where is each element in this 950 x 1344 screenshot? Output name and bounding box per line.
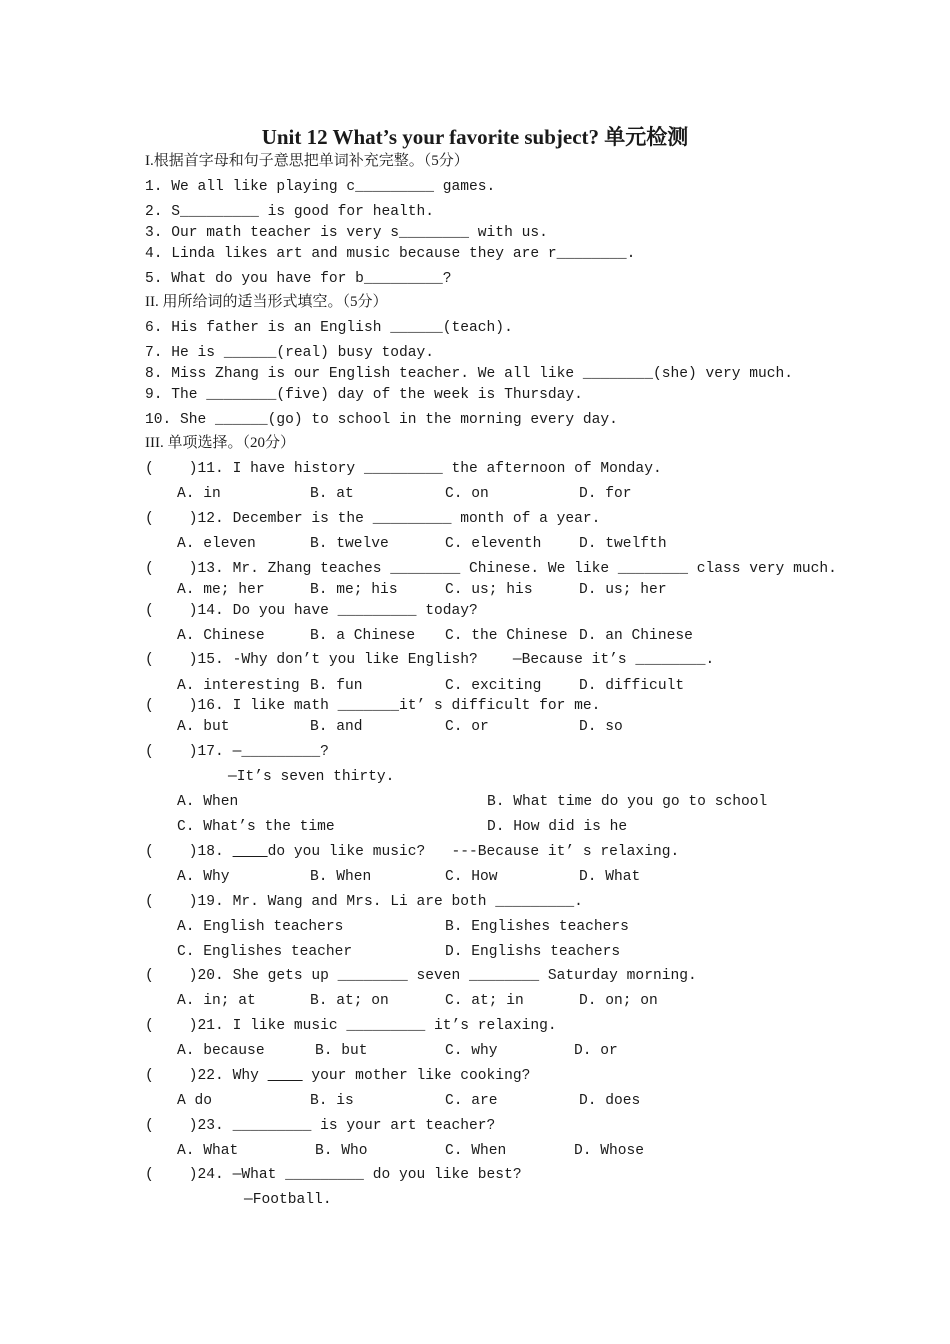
section-3-heading: III. 单项选择。（20分） bbox=[145, 435, 295, 451]
question-13-option-c: C. us; his bbox=[445, 582, 533, 598]
question-17-option-d: D. How did is he bbox=[487, 819, 628, 835]
section-2-item: 8. Miss Zhang is our English teacher. We all like ________(she) very much. bbox=[145, 366, 794, 382]
section-2-heading: II. 用所给词的适当形式填空。（5分） bbox=[145, 294, 388, 310]
question-18-stem bbox=[145, 843, 679, 861]
question-22-option-d: D. does bbox=[579, 1093, 641, 1109]
question-24-reply: —Football. bbox=[244, 1192, 332, 1208]
section-1-item: 1. We all like playing c_________ games. bbox=[145, 179, 496, 195]
question-23-option-a: A. What bbox=[177, 1143, 239, 1159]
question-16-option-b: B. and bbox=[310, 719, 363, 735]
question-24-stem: ( )24. —What _________ do you like best? bbox=[145, 1167, 522, 1183]
question-18-option-c: C. How bbox=[445, 869, 498, 885]
question-15-option-b: B. fun bbox=[310, 678, 363, 694]
question-21-option-c: C. why bbox=[445, 1043, 498, 1059]
question-15-option-c: C. exciting bbox=[445, 678, 542, 694]
question-13-option-a: A. me; her bbox=[177, 582, 265, 598]
question-19-option-d: D. Englishs teachers bbox=[445, 944, 621, 960]
question-20-stem: ( )20. She gets up ________ seven ________ Saturday morning. bbox=[145, 968, 697, 984]
question-23-stem: ( )23. _________ is your art teacher? bbox=[145, 1118, 496, 1134]
section-1-item: 2. S_________ is good for health. bbox=[145, 204, 435, 220]
question-12-stem: ( )12. December is the _________ month of a year. bbox=[145, 511, 601, 527]
question-22-stem-end: your mother like cooking? bbox=[302, 1068, 531, 1084]
question-13-stem: ( )13. Mr. Zhang teaches ________ Chinese. We like ________ class very much. bbox=[145, 561, 837, 577]
section-1-item: 4. Linda likes art and music because they are r________. bbox=[145, 246, 636, 262]
question-14-stem: ( )14. Do you have _________ today? bbox=[145, 603, 478, 619]
question-21-option-b: B. but bbox=[315, 1043, 368, 1059]
question-11-option-b: B. at bbox=[310, 486, 354, 502]
question-20-option-d: D. on; on bbox=[579, 993, 658, 1009]
question-22-blank bbox=[268, 1068, 303, 1084]
question-16-stem: ( )16. I like math _______it’ s difficult for me. bbox=[145, 698, 601, 714]
page-title: Unit 12 What’s your favorite subject? 单元检测 bbox=[261, 125, 689, 149]
question-19-option-a: A. English teachers bbox=[177, 919, 344, 935]
section-2-item: 6. His father is an English ______(teach). bbox=[145, 320, 513, 336]
question-11-option-c: C. on bbox=[445, 486, 489, 502]
question-14-option-c: C. the Chinese bbox=[445, 628, 568, 644]
question-21-stem: ( )21. I like music _________ it’s relaxing. bbox=[145, 1018, 557, 1034]
question-14-option-a: A. Chinese bbox=[177, 628, 265, 644]
question-16-option-d: D. so bbox=[579, 719, 623, 735]
question-18-blank bbox=[233, 844, 268, 860]
question-18-stem-end: do you like music? ---Because it’ s relaxing. bbox=[267, 844, 680, 860]
section-1-item: 3. Our math teacher is very s________ with us. bbox=[145, 225, 548, 241]
question-22-option-a: A do bbox=[177, 1093, 213, 1109]
question-17-option-a: A. When bbox=[177, 794, 239, 810]
question-22-stem-start: ( )22. Why bbox=[145, 1068, 268, 1084]
question-18-option-b: B. When bbox=[310, 869, 372, 885]
question-18-stem-start: ( )18. bbox=[145, 844, 233, 860]
question-18-option-d: D. What bbox=[579, 869, 641, 885]
question-20-option-a: A. in; at bbox=[177, 993, 256, 1009]
question-14-option-b: B. a Chinese bbox=[310, 628, 416, 644]
section-2-item: 9. The ________(five) day of the week is Thursday. bbox=[145, 387, 583, 403]
question-17-stem: ( )17. —_________? bbox=[145, 744, 329, 760]
question-16-option-c: C. or bbox=[445, 719, 489, 735]
question-23-option-c: C. When bbox=[445, 1143, 507, 1159]
question-21-option-d: D. or bbox=[574, 1043, 618, 1059]
question-12-option-c: C. eleventh bbox=[445, 536, 542, 552]
question-19-option-c: C. Englishes teacher bbox=[177, 944, 353, 960]
question-22-option-c: C. are bbox=[445, 1093, 498, 1109]
section-2-item: 10. She ______(go) to school in the morning every day. bbox=[145, 412, 618, 428]
question-15-option-a: A. interesting bbox=[177, 678, 300, 694]
question-15-stem: ( )15. -Why don’t you like English? —Because it’s ________. bbox=[145, 652, 715, 668]
question-19-option-b: B. Englishes teachers bbox=[445, 919, 629, 935]
question-18-option-a: A. Why bbox=[177, 869, 230, 885]
section-1-item: 5. What do you have for b_________? bbox=[145, 271, 452, 287]
section-2-item: 7. He is ______(real) busy today. bbox=[145, 345, 435, 361]
question-15-option-d: D. difficult bbox=[579, 678, 685, 694]
question-12-option-d: D. twelfth bbox=[579, 536, 667, 552]
question-11-option-d: D. for bbox=[579, 486, 632, 502]
section-1-heading: I.根据首字母和句子意思把单词补充完整。（5分） bbox=[145, 153, 469, 169]
question-19-stem: ( )19. Mr. Wang and Mrs. Li are both _________. bbox=[145, 894, 583, 910]
question-17-option-c: C. What’s the time bbox=[177, 819, 335, 835]
question-16-option-a: A. but bbox=[177, 719, 230, 735]
question-13-option-b: B. me; his bbox=[310, 582, 398, 598]
question-17-reply: —It’s seven thirty. bbox=[228, 769, 395, 785]
question-22-stem bbox=[145, 1067, 530, 1085]
question-20-option-c: C. at; in bbox=[445, 993, 524, 1009]
question-12-option-a: A. eleven bbox=[177, 536, 256, 552]
question-23-option-b: B. Who bbox=[315, 1143, 368, 1159]
question-14-option-d: D. an Chinese bbox=[579, 628, 693, 644]
question-21-option-a: A. because bbox=[177, 1043, 265, 1059]
question-11-option-a: A. in bbox=[177, 486, 221, 502]
question-12-option-b: B. twelve bbox=[310, 536, 389, 552]
question-17-option-b: B. What time do you go to school bbox=[487, 794, 768, 810]
question-23-option-d: D. Whose bbox=[574, 1143, 645, 1159]
question-11-stem: ( )11. I have history _________ the afternoon of Monday. bbox=[145, 461, 662, 477]
question-13-option-d: D. us; her bbox=[579, 582, 667, 598]
question-22-option-b: B. is bbox=[310, 1093, 354, 1109]
question-20-option-b: B. at; on bbox=[310, 993, 389, 1009]
